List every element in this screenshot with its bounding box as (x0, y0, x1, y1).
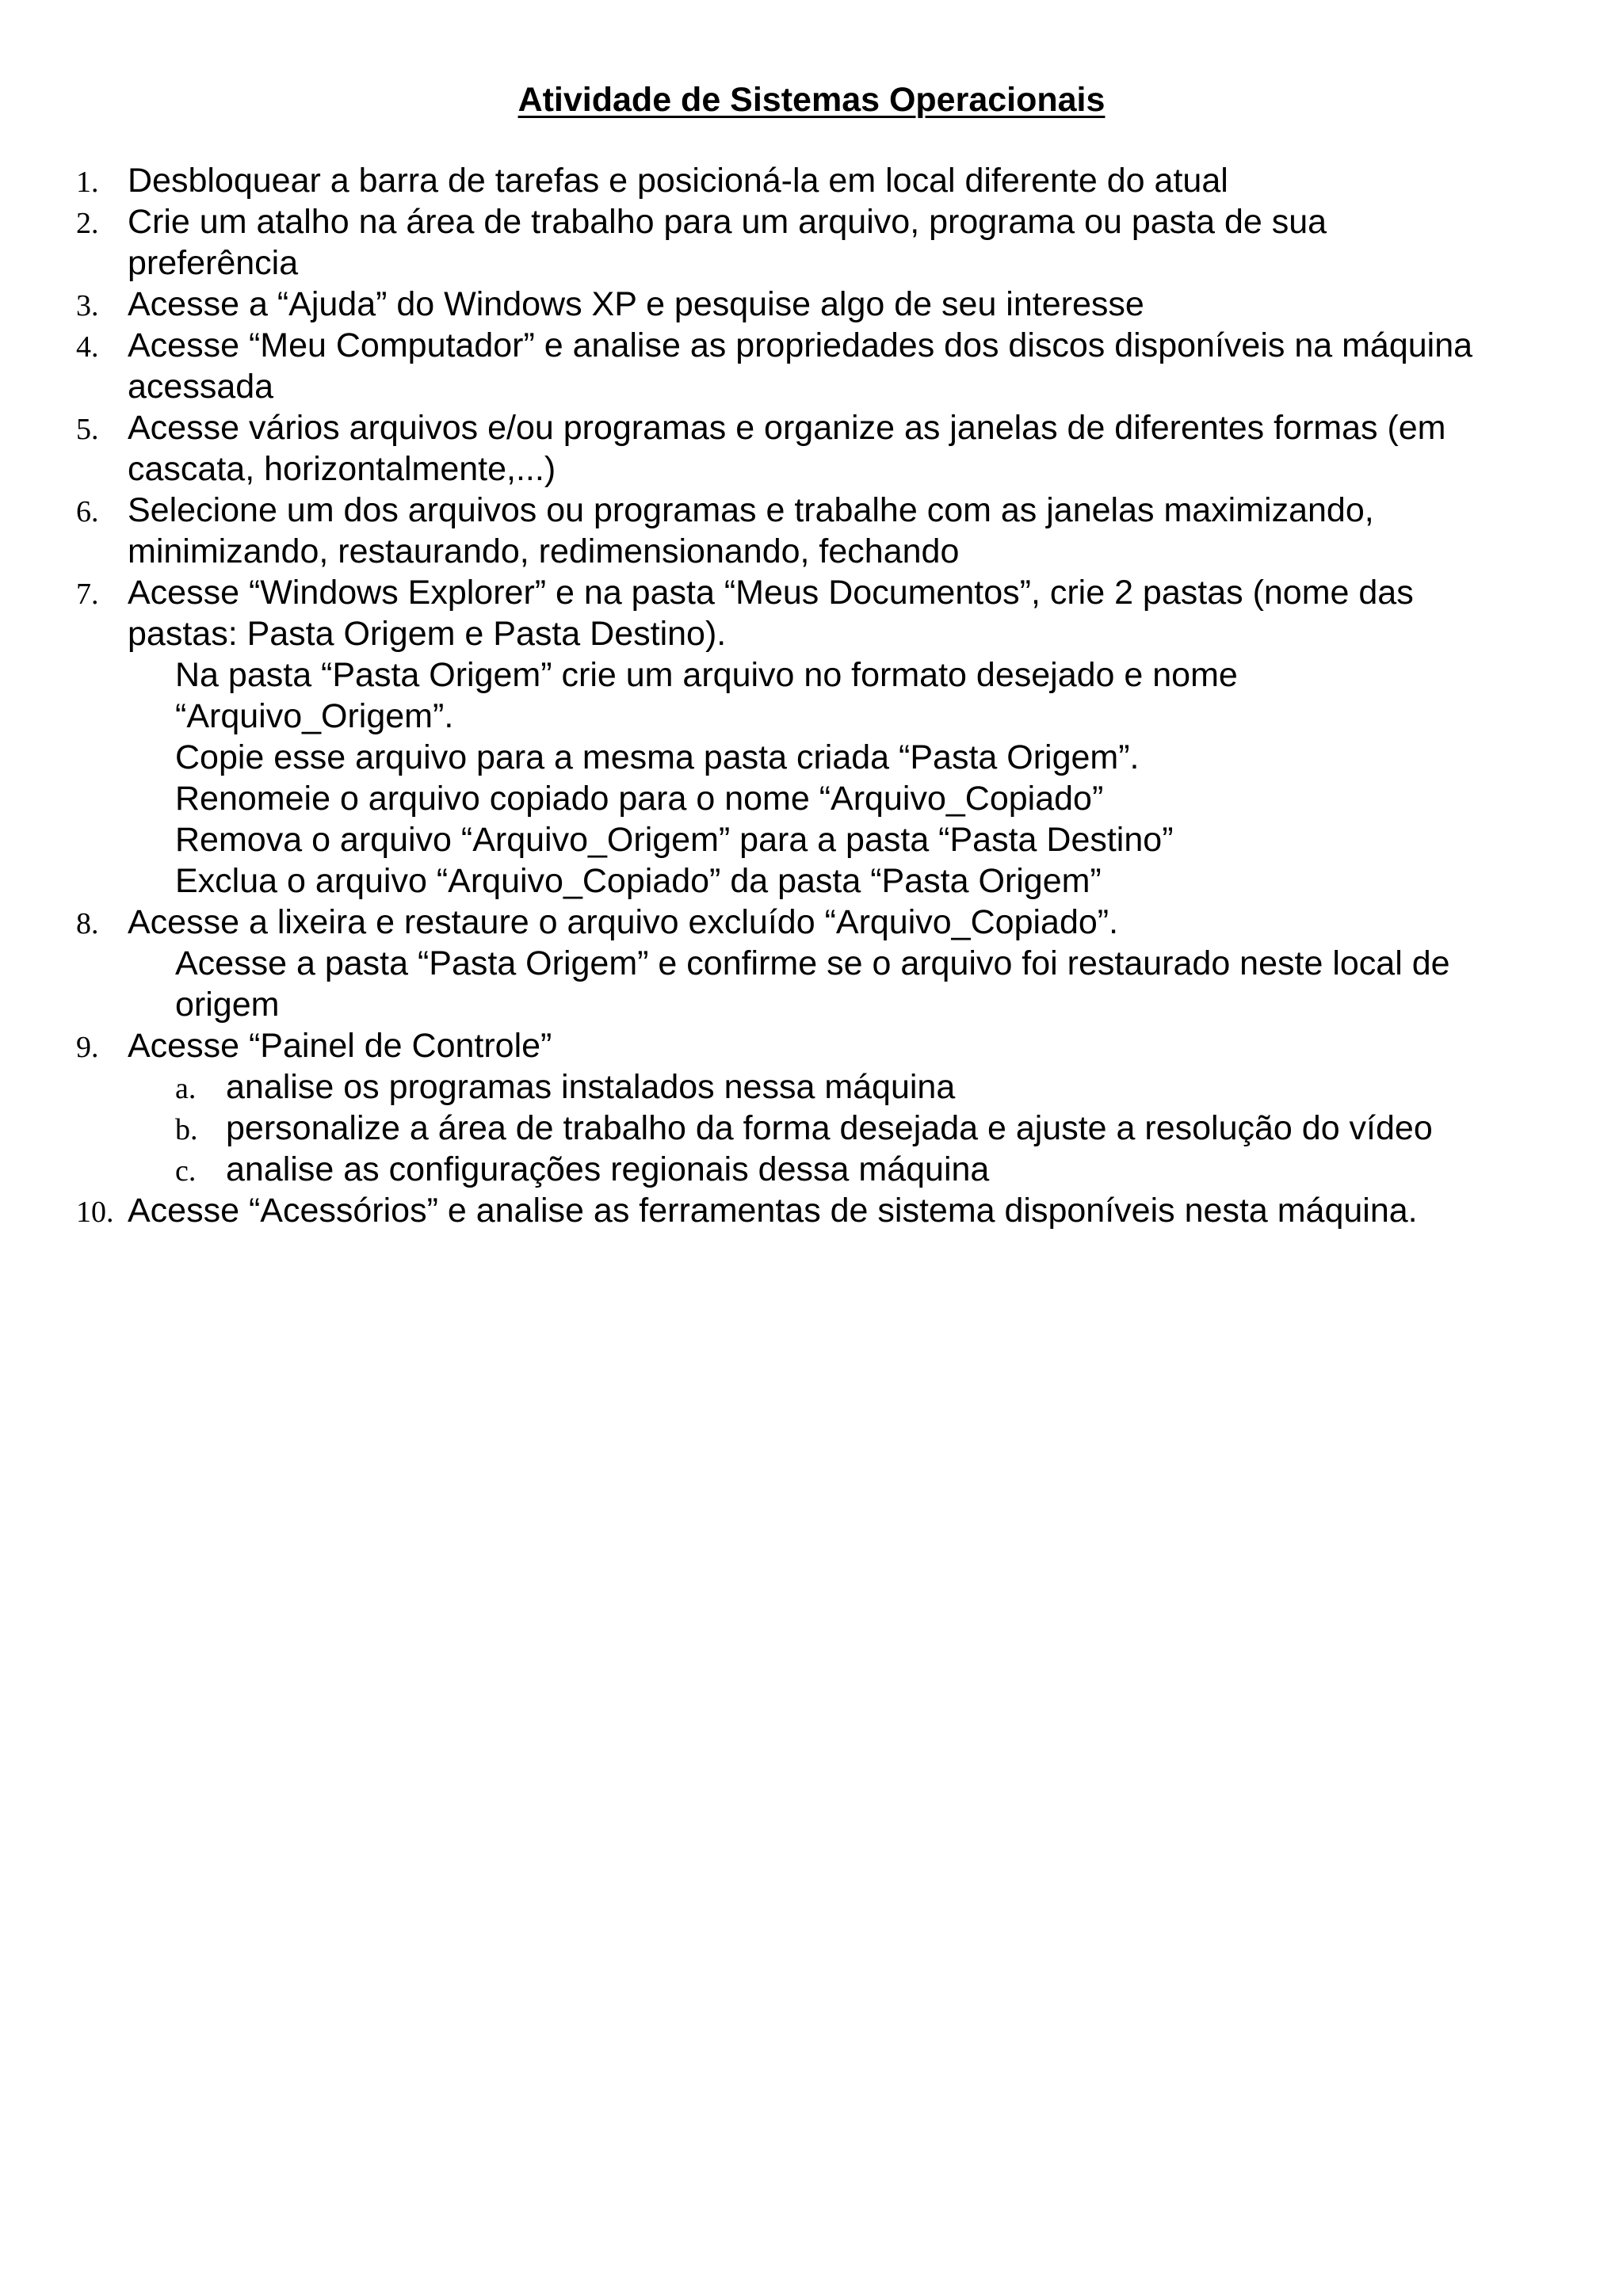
activity-list (0, 160, 1623, 1231)
alpha-sub-item (0, 1108, 1623, 1149)
sub-step (0, 654, 1623, 696)
alpha-sub-item-text: analise as configurações regionais dessa máquina (226, 1150, 990, 1188)
item-number: 6. (76, 495, 99, 528)
alpha-marker: a. (175, 1072, 197, 1105)
document-title: Atividade de Sistemas Operacionais (517, 81, 1106, 119)
sub-step-text: “Arquivo_Origem”. (175, 697, 454, 735)
sub-step (0, 778, 1623, 819)
sub-step-text: Copie esse arquivo para a mesma pasta criada “Pasta Origem”. (175, 738, 1140, 776)
list-item-continuation (0, 366, 1623, 407)
item-number: 4. (76, 330, 99, 364)
item-text: Acesse “Windows Explorer” e na pasta “Meus Documentos”, crie 2 pastas (nome das (128, 574, 1414, 612)
sub-step-text: Renomeie o arquivo copiado para o nome “Arquivo_Copiado” (175, 780, 1104, 818)
item-number: 7. (76, 578, 99, 611)
item-text: Acesse a lixeira e restaure o arquivo excluído “Arquivo_Copiado”. (128, 903, 1119, 941)
item-text: Acesse vários arquivos e/ou programas e organize as janelas de diferentes formas (em (128, 409, 1446, 447)
sub-step-text: Exclua o arquivo “Arquivo_Copiado” da pasta “Pasta Origem” (175, 862, 1102, 900)
item-text: cascata, horizontalmente,...) (128, 450, 556, 488)
list-item-continuation (0, 448, 1623, 490)
alpha-sub-item (0, 1149, 1623, 1190)
item-number: 5. (76, 413, 99, 446)
item-text: Acesse “Painel de Controle” (128, 1027, 552, 1065)
alpha-sub-item-text: personalize a área de trabalho da forma desejada e ajuste a resolução do vídeo (226, 1109, 1433, 1147)
list-item-continuation (0, 613, 1623, 654)
item-text: pastas: Pasta Origem e Pasta Destino). (128, 615, 727, 653)
list-item (0, 201, 1623, 242)
item-text: Acesse “Meu Computador” e analise as propriedades dos discos disponíveis na máquina (128, 326, 1473, 364)
sub-step (0, 984, 1623, 1025)
sub-step-text: Acesse a pasta “Pasta Origem” e confirme se o arquivo foi restaurado neste local de (175, 944, 1450, 982)
sub-step-text: origem (175, 986, 280, 1024)
list-item (0, 572, 1623, 613)
alpha-sub-item (0, 1066, 1623, 1108)
alpha-sub-item-text: analise os programas instalados nessa máquina (226, 1068, 956, 1106)
list-item (0, 1025, 1623, 1066)
item-text: Selecione um dos arquivos ou programas e trabalhe com as janelas maximizando, (128, 491, 1374, 529)
item-text: minimizando, restaurando, redimensionando, fechando (128, 532, 960, 570)
item-number: 2. (76, 207, 99, 240)
list-item (0, 407, 1623, 448)
list-item-continuation (0, 531, 1623, 572)
item-text: acessada (128, 368, 274, 406)
item-number: 8. (76, 907, 99, 940)
list-item (0, 160, 1623, 201)
list-item (0, 1190, 1623, 1231)
item-text: Desbloquear a barra de tarefas e posicioná-la em local diferente do atual (128, 162, 1228, 200)
sub-step (0, 860, 1623, 902)
item-number: 9. (76, 1031, 99, 1064)
sub-step (0, 819, 1623, 860)
item-text: Acesse a “Ajuda” do Windows XP e pesquise algo de seu interesse (128, 285, 1144, 323)
sub-step (0, 737, 1623, 778)
sub-step (0, 696, 1623, 737)
alpha-marker: b. (175, 1113, 198, 1146)
alpha-marker: c. (175, 1154, 197, 1188)
item-number: 1. (76, 166, 99, 199)
sub-step-text: Na pasta “Pasta Origem” crie um arquivo no formato desejado e nome (175, 656, 1238, 694)
list-item (0, 325, 1623, 366)
sub-step (0, 943, 1623, 984)
item-number: 3. (76, 289, 99, 322)
list-item (0, 490, 1623, 531)
list-item (0, 902, 1623, 943)
list-item-continuation (0, 242, 1623, 284)
list-item (0, 284, 1623, 325)
item-text: preferência (128, 244, 299, 282)
item-text: Acesse “Acessórios” e analise as ferramentas de sistema disponíveis nesta máquina. (128, 1192, 1418, 1230)
sub-step-text: Remova o arquivo “Arquivo_Origem” para a pasta “Pasta Destino” (175, 821, 1174, 859)
item-number: 10. (76, 1196, 114, 1229)
item-text: Crie um atalho na área de trabalho para um arquivo, programa ou pasta de sua (128, 203, 1327, 241)
